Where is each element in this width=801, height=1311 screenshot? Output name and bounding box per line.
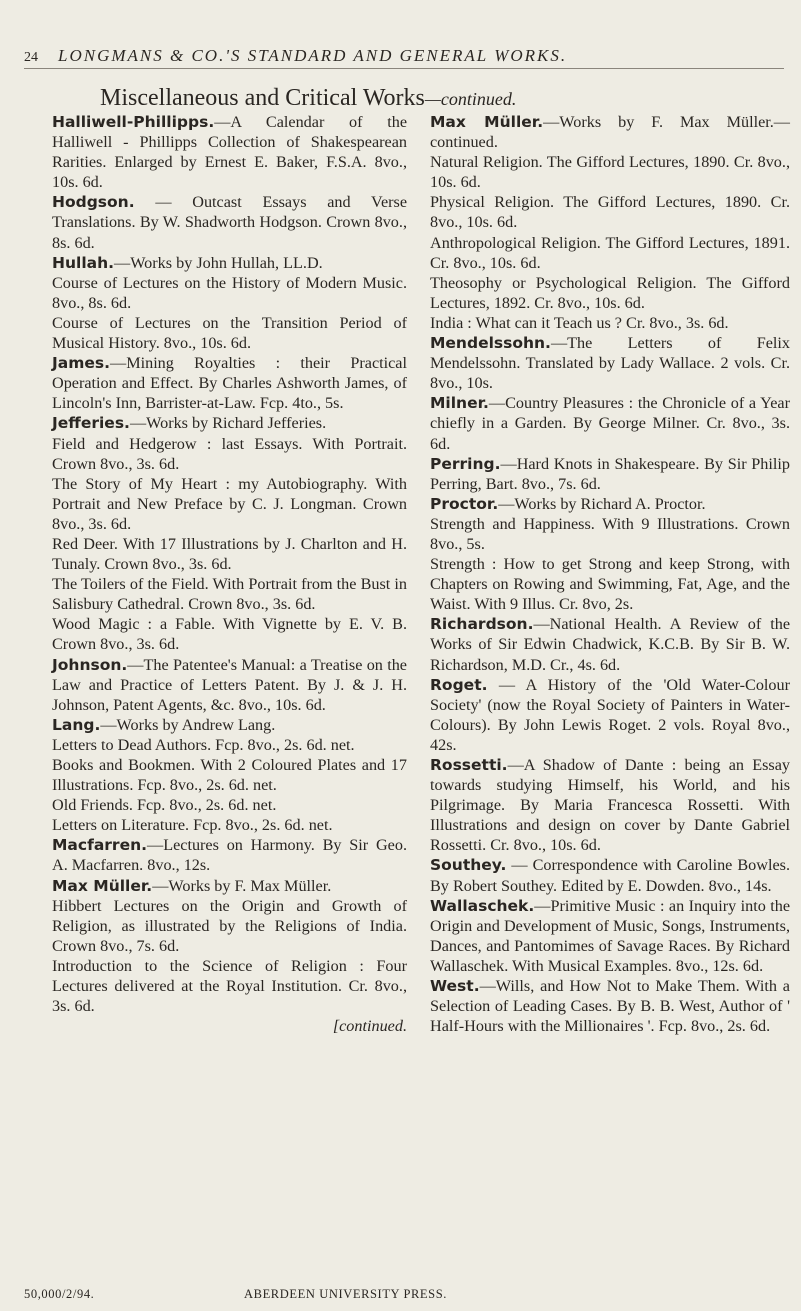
entry-author: Max Müller. bbox=[430, 113, 544, 131]
catalogue-entry bbox=[430, 112, 790, 152]
entry-author: Roget. bbox=[430, 675, 488, 694]
entry-author: Milner. bbox=[430, 394, 489, 413]
catalogue-entry bbox=[430, 454, 790, 494]
right-column bbox=[430, 112, 790, 1036]
catalogue-entry bbox=[430, 514, 790, 554]
catalogue-entry bbox=[52, 715, 407, 735]
section-title bbox=[100, 85, 750, 112]
entry-text: Course of Lectures on the History of Modern Music. 8vo., 8s. 6d. bbox=[52, 273, 407, 312]
catalogue-entry bbox=[52, 112, 407, 192]
entry-text: The Story of My Heart : my Autobiography. With Portrait and New Preface by C. J. Longman. Crown 8vo., 3s. 6d. bbox=[52, 474, 407, 533]
entry-author: West. bbox=[430, 977, 480, 996]
entry-author: Lang. bbox=[52, 715, 101, 734]
catalogue-entry bbox=[430, 976, 790, 1036]
entry-text: The Toilers of the Field. With Portrait from the Bust in Salisbury Cathedral. Crown 8vo., 3s. 6d. bbox=[52, 575, 407, 614]
catalogue-entry bbox=[52, 956, 407, 1016]
entry-text: — Correspondence with Caroline Bowles. By Robert Southey. Edited by E. Dowden. 8vo., 14s. bbox=[430, 856, 790, 895]
entry-text: Letters to Dead Authors. Fcp. 8vo., 2s. 6d. net. bbox=[52, 735, 355, 754]
running-title: LONGMANS & CO.'S STANDARD AND GENERAL WORKS. bbox=[58, 46, 568, 65]
entry-text: Strength and Happiness. With 9 Illustrations. Crown 8vo., 5s. bbox=[430, 514, 790, 553]
catalogue-entry bbox=[52, 614, 407, 654]
entry-text: Old Friends. Fcp. 8vo., 2s. 6d. net. bbox=[52, 796, 277, 815]
entry-text: —National Health. A Review of the Works of Sir Edwin Chadwick, K.C.B. By Sir B. W. Richardson, M.D. Cr., 4s. 6d. bbox=[430, 615, 790, 674]
catalogue-entry bbox=[52, 655, 407, 715]
entry-text: Theosophy or Psychological Religion. The Gifford Lectures, 1892. Cr. 8vo., 10s. 6d. bbox=[430, 273, 790, 312]
entry-text: Letters on Literature. Fcp. 8vo., 2s. 6d. net. bbox=[52, 816, 333, 835]
entry-text: Natural Religion. The Gifford Lectures, 1890. Cr. 8vo., 10s. 6d. bbox=[430, 153, 790, 192]
entry-author: Max Müller. bbox=[52, 876, 153, 895]
entry-text: Books and Bookmen. With 2 Coloured Plates and 17 Illustrations. Fcp. 8vo., 2s. 6d. net. bbox=[52, 756, 407, 795]
entry-text: —Hard Knots in Shakespeare. By Sir Philip Perring, Bart. 8vo., 7s. 6d. bbox=[430, 454, 790, 493]
catalogue-entry bbox=[430, 152, 790, 192]
catalogue-entry bbox=[52, 815, 407, 835]
catalogue-entry bbox=[430, 273, 790, 313]
entry-text: —Country Pleasures : the Chronicle of a Year chiefly in a Garden. By George Milner. Cr. 8vo., 3s. 6d. bbox=[430, 394, 790, 453]
catalogue-entry bbox=[52, 192, 407, 252]
catalogue-entry bbox=[52, 273, 407, 313]
catalogue-entry bbox=[430, 755, 790, 855]
entry-text: Field and Hedgerow : last Essays. With Portrait. Crown 8vo., 3s. 6d. bbox=[52, 434, 407, 473]
entry-text: —Wills, and How Not to Make Them. With a Selection of Leading Cases. By B. B. West, Author of ' Half-Hours with the Millionaires '. Fcp. 8vo., 2s. 6d. bbox=[430, 977, 790, 1036]
entry-text: —Mining Royalties : their Practical Operation and Effect. By Charles Ashworth James, of Lincoln's Inn, Barrister-at-Law. Fcp. 4to., 5s. bbox=[52, 354, 407, 413]
catalogue-entry bbox=[52, 876, 407, 896]
catalogue-entry bbox=[430, 233, 790, 273]
entry-text: — A History of the 'Old Water-Colour Society' (now the Royal Society of Painters in Water-Colours). By John Lewis Roget. 2 vols. Royal 8vo., 42s. bbox=[430, 675, 790, 754]
entry-text: Physical Religion. The Gifford Lectures, 1890. Cr. 8vo., 10s. 6d. bbox=[430, 193, 790, 232]
catalogue-entry bbox=[52, 474, 407, 534]
entry-author: Richardson. bbox=[430, 615, 534, 634]
catalogue-entry bbox=[52, 835, 407, 875]
catalogue-entry bbox=[430, 393, 790, 453]
entry-author: Johnson. bbox=[52, 655, 128, 674]
catalogue-entry bbox=[430, 614, 790, 674]
catalogue-entry bbox=[430, 494, 790, 514]
entry-text: Introduction to the Science of Religion : Four Lectures delivered at the Royal Institution. Cr. 8vo., 3s. 6d. bbox=[52, 956, 407, 1016]
catalogue-entry bbox=[430, 896, 790, 976]
entry-text: —Works by F. Max Müller. bbox=[152, 876, 332, 895]
entry-text: —Primitive Music : an Inquiry into the Origin and Development of Music, Songs, Instruments, Dances, and Pantomimes of Savage Races. By Richard Wallaschek. With Musical Examples. 8vo., 12s. 6d. bbox=[430, 896, 790, 975]
entry-author: Rossetti. bbox=[430, 756, 508, 774]
entry-author: Macfarren. bbox=[52, 836, 147, 855]
entry-author: Halliwell-Phillipps. bbox=[52, 113, 215, 131]
entry-text: —A Shadow of Dante : being an Essay towards studying Himself, his World, and his Pilgrimage. By Maria Francesca Rossetti. With Illustrations and design on cover by Dante Gabriel Rossetti. Cr. 8vo., 10s. 6d. bbox=[430, 756, 790, 855]
print-code: 50,000/2/94. bbox=[24, 1287, 95, 1301]
catalogue-entry bbox=[52, 253, 407, 273]
catalogue-entry bbox=[430, 192, 790, 232]
entry-author: Hodgson. bbox=[52, 193, 135, 212]
entry-text: Wood Magic : a Fable. With Vignette by E. V. B. Crown 8vo., 3s. 6d. bbox=[52, 615, 407, 654]
section-title-text: Miscellaneous and Critical Works bbox=[100, 85, 425, 111]
entry-text: [continued. bbox=[332, 1017, 407, 1036]
footer bbox=[24, 1287, 784, 1302]
entry-text: Hibbert Lectures on the Origin and Growth of Religion, as illustrated by the Religions of India. Crown 8vo., 7s. 6d. bbox=[52, 896, 407, 955]
catalogue-entry bbox=[430, 313, 790, 333]
catalogue-entry bbox=[430, 554, 790, 614]
entry-author: Jefferies. bbox=[52, 414, 130, 433]
catalogue-entry bbox=[52, 313, 407, 353]
catalogue-entry bbox=[52, 896, 407, 956]
entry-author: Proctor. bbox=[430, 494, 499, 513]
catalogue-entry bbox=[52, 413, 407, 433]
catalogue-entry bbox=[52, 534, 407, 574]
catalogue-entry bbox=[52, 1016, 407, 1036]
catalogue-entry bbox=[52, 735, 407, 755]
entry-text: —The Patentee's Manual: a Treatise on the Law and Practice of Letters Patent. By J. & J. H. Johnson, Patent Agents, &c. 8vo., 10s. 6d. bbox=[52, 655, 407, 714]
entry-text: Course of Lectures on the Transition Period of Musical History. 8vo., 10s. 6d. bbox=[52, 313, 407, 353]
entry-text: Strength : How to get Strong and keep Strong, with Chapters on Rowing and Swimming, Fat, Age, and the Waist. With 9 Illus. Cr. 8vo, 2s. bbox=[430, 555, 790, 614]
entry-text: India : What can it Teach us ? Cr. 8vo., 3s. 6d. bbox=[430, 313, 729, 332]
catalogue-entry bbox=[430, 333, 790, 393]
catalogue-entry bbox=[430, 855, 790, 895]
left-column bbox=[52, 112, 407, 1036]
entry-text: —Works by Richard Jefferies. bbox=[129, 414, 327, 433]
entry-author: James. bbox=[52, 354, 111, 373]
entry-text: Red Deer. With 17 Illustrations by J. Charlton and H. Tunaly. Crown 8vo., 3s. 6d. bbox=[52, 534, 407, 574]
running-head bbox=[24, 46, 784, 69]
printer-imprint: ABERDEEN UNIVERSITY PRESS. bbox=[244, 1287, 447, 1301]
catalogue-entry bbox=[52, 434, 407, 474]
entry-author: Southey. bbox=[430, 856, 507, 875]
entry-text: Anthropological Religion. The Gifford Lectures, 1891. Cr. 8vo., 10s. 6d. bbox=[430, 233, 790, 272]
entry-text: —Works by F. Max Müller.—continued. bbox=[430, 113, 790, 152]
entry-text: —Works by Andrew Lang. bbox=[100, 715, 276, 734]
entry-text: —Works by John Hullah, LL.D. bbox=[114, 253, 323, 272]
catalogue-entry bbox=[430, 675, 790, 755]
entry-author: Mendelssohn. bbox=[430, 334, 551, 353]
entry-author: Perring. bbox=[430, 454, 501, 473]
entry-text: —A Calendar of the Halliwell - Phillipps Collection of Shakespearean Rarities. Enlarged by Ernest E. Baker, F.S.A. 8vo., 10s. 6d. bbox=[52, 113, 407, 192]
entry-text: —Lectures on Harmony. By Sir Geo. A. Macfarren. 8vo., 12s. bbox=[52, 836, 407, 875]
catalogue-entry bbox=[52, 755, 407, 795]
page-number: 24 bbox=[24, 50, 38, 65]
entry-text: —The Letters of Felix Mendelssohn. Translated by Lady Wallace. 2 vols. Cr. 8vo., 10s. bbox=[430, 334, 790, 393]
entry-text: — Outcast Essays and Verse Translations. By W. Shadworth Hodgson. Crown 8vo., 8s. 6d. bbox=[52, 193, 407, 252]
catalogue-entry bbox=[52, 353, 407, 413]
entry-author: Hullah. bbox=[52, 253, 115, 272]
section-continued: —continued. bbox=[424, 89, 517, 109]
catalogue-entry bbox=[52, 795, 407, 815]
entry-author: Wallaschek. bbox=[430, 896, 535, 915]
entry-text: —Works by Richard A. Proctor. bbox=[498, 494, 706, 513]
catalogue-entry bbox=[52, 574, 407, 614]
